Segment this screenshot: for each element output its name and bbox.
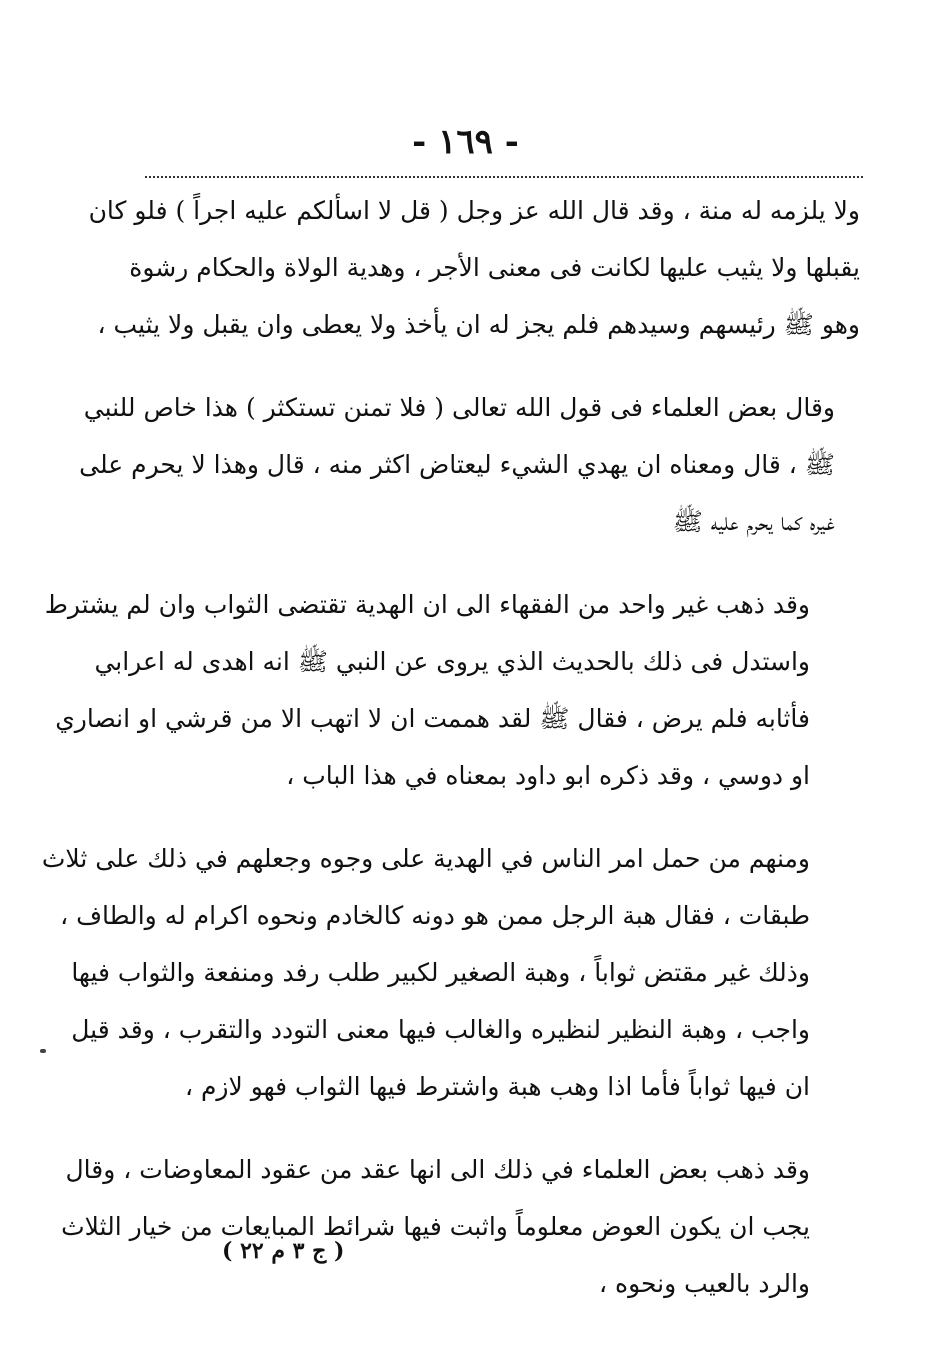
text-line: ﷺ ، قال ومعناه ان يهدي الشيء ليعتاض اكثر منه ، قال وهذا لا يحرم على <box>79 450 835 479</box>
text-line: وذلك غير مقتض ثواباً ، وهبة الصغير لكبير طلب رفد ومنفعة والثواب فيها <box>71 958 810 987</box>
text-line: ومنهم من حمل امر الناس في الهدية على وجوه وجعلهم في ذلك على ثلاث <box>41 844 810 873</box>
text-line: يجب ان يكون العوض معلوماً واثبت فيها شرائط المبايعات من خيار الثلاث <box>61 1212 810 1241</box>
text-line: والرد بالعيب ونحوه ، <box>599 1269 810 1298</box>
text-line: وهو ﷺ رئيسهم وسيدهم فلم يجز له ان يأخذ ولا يعطى وان يقبل ولا يثيب ، <box>97 310 860 339</box>
paragraph-2 <box>79 379 870 550</box>
text-line: واجب ، وهبة النظير لنظيره والغالب فيها معنى التودد والتقرب ، وقد قيل <box>71 1015 810 1044</box>
text-line: واستدل فى ذلك بالحديث الذي يروى عن النبي ﷺ انه اهدى له اعرابي <box>94 647 810 676</box>
text-line: فأثابه فلم يرض ، فقال ﷺ لقد هممت ان لا اتهب الا من قرشي او انصاري <box>55 704 810 733</box>
text-line: وقال بعض العلماء فى قول الله تعالى ( فلا تمنن تستكثر ) هذا خاص للنبي <box>83 393 835 422</box>
text-line: ان فيها ثواباً فأما اذا وهب هبة واشترط فيها الثواب فهو لازم ، <box>184 1072 810 1101</box>
paragraph-1 <box>88 182 870 353</box>
text-line: وقد ذهب بعض العلماء في ذلك الى انها عقد من عقود المعاوضات ، وقال <box>65 1155 810 1184</box>
paragraph-3 <box>44 576 870 804</box>
text-line: غيره كما يحرم عليه ﷺ <box>672 507 835 536</box>
text-line: طبقات ، فقال هبة الرجل ممن هو دونه كالخادم ونحوه اكرام له والطاف ، <box>60 901 810 930</box>
paragraph-5 <box>61 1141 870 1312</box>
text-line: ولا يلزمه له منة ، وقد قال الله عز وجل ( قل لا اسألكم عليه اجراً ) فلو كان <box>88 196 860 225</box>
body-text <box>41 182 870 1338</box>
text-line: يقبلها ولا يثيب عليها لكانت فى معنى الأجر ، وهدية الولاة والحكام رشوة <box>129 253 860 282</box>
text-line: وقد ذهب غير واحد من الفقهاء الى ان الهدية تقتضى الثواب وان لم يشترط <box>44 590 810 619</box>
text-line: او دوسي ، وقد ذكره ابو داود بمعناه في هذا الباب ، <box>286 761 810 790</box>
signature-mark: ( ج ٣ م ٢٢ ) <box>222 1238 345 1264</box>
margin-speck <box>40 1049 46 1053</box>
header-rule <box>145 176 863 178</box>
page-number: - ١٦٩ - <box>412 122 519 162</box>
paragraph-4 <box>41 830 870 1115</box>
